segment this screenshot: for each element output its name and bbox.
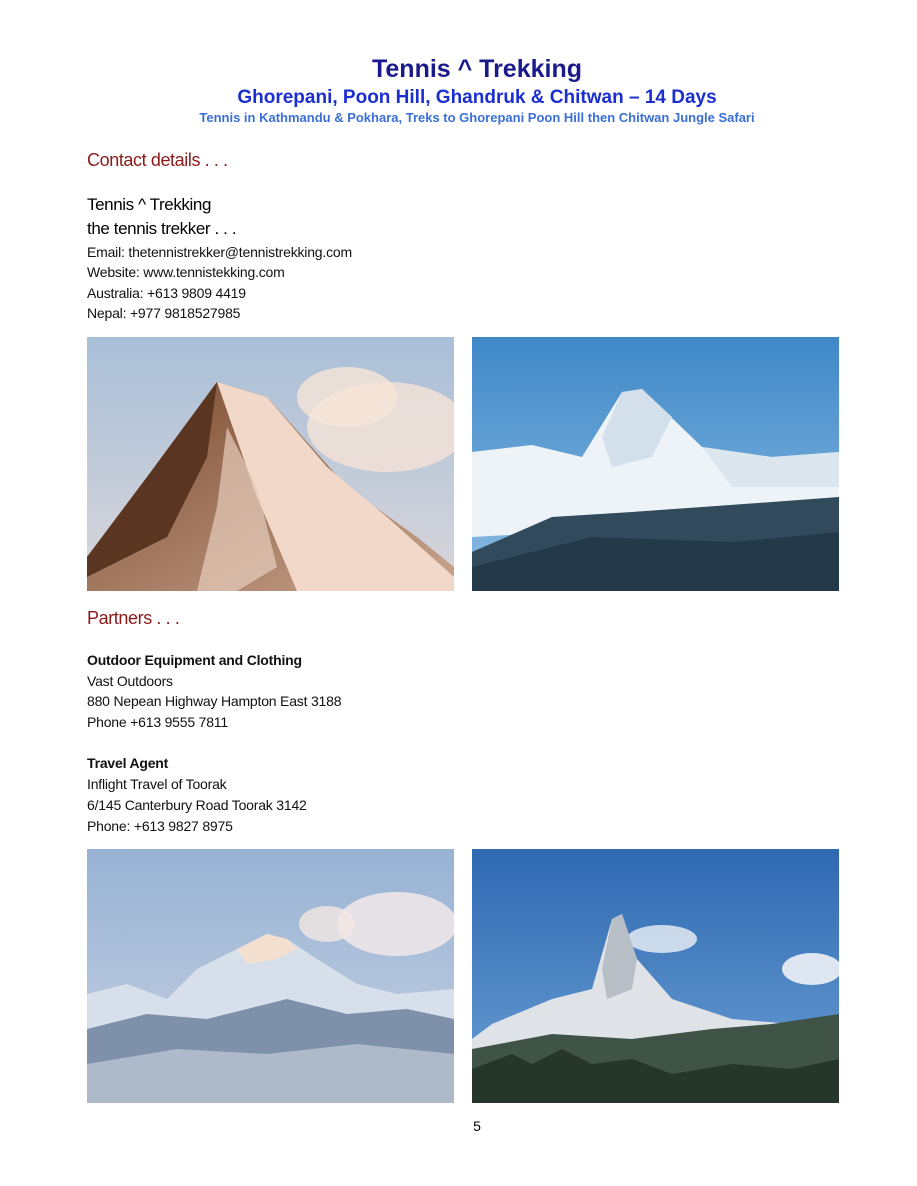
org-tagline: the tennis trekker . . . — [87, 219, 237, 238]
mountain-photo-range-dusk — [87, 849, 454, 1103]
contact-website[interactable]: Website: www.tennistekking.com — [87, 264, 285, 280]
partner-travel-address: 6/145 Canterbury Road Toorak 3142 — [87, 797, 307, 813]
partner-outdoor-phone: Phone +613 9555 7811 — [87, 714, 228, 730]
contact-phone-australia: Australia: +613 9809 4419 — [87, 285, 246, 301]
page-number: 5 — [473, 1118, 481, 1134]
partner-outdoor-address: 880 Nepean Highway Hampton East 3188 — [87, 693, 342, 709]
page-title: Tennis ^ Trekking — [371, 55, 583, 83]
page-tagline: Tennis in Kathmandu & Pokhara, Treks to Ghorepani Poon Hill then Chitwan Jungle Safari — [199, 110, 755, 125]
partner-outdoor-name: Vast Outdoors — [87, 673, 173, 689]
mountain-photo-snow-peak — [472, 337, 839, 591]
mountain-photo-fishtail — [472, 849, 839, 1103]
org-name: Tennis ^ Trekking — [87, 195, 212, 214]
contact-phone-nepal: Nepal: +977 9818527985 — [87, 305, 241, 321]
page-subtitle: Ghorepani, Poon Hill, Ghandruk & Chitwan – 14 Days — [237, 87, 717, 108]
contact-heading: Contact details . . . — [87, 150, 228, 170]
partner-travel-name: Inflight Travel of Toorak — [87, 776, 227, 792]
partner-travel-phone: Phone: +613 9827 8975 — [87, 818, 233, 834]
partners-heading: Partners . . . — [87, 608, 180, 628]
contact-email[interactable]: Email: thetennistrekker@tennistrekking.com — [87, 244, 352, 260]
partner-travel-label: Travel Agent — [87, 755, 169, 771]
partner-outdoor-label: Outdoor Equipment and Clothing — [87, 652, 302, 668]
mountain-photo-sunset-peak — [87, 337, 454, 591]
